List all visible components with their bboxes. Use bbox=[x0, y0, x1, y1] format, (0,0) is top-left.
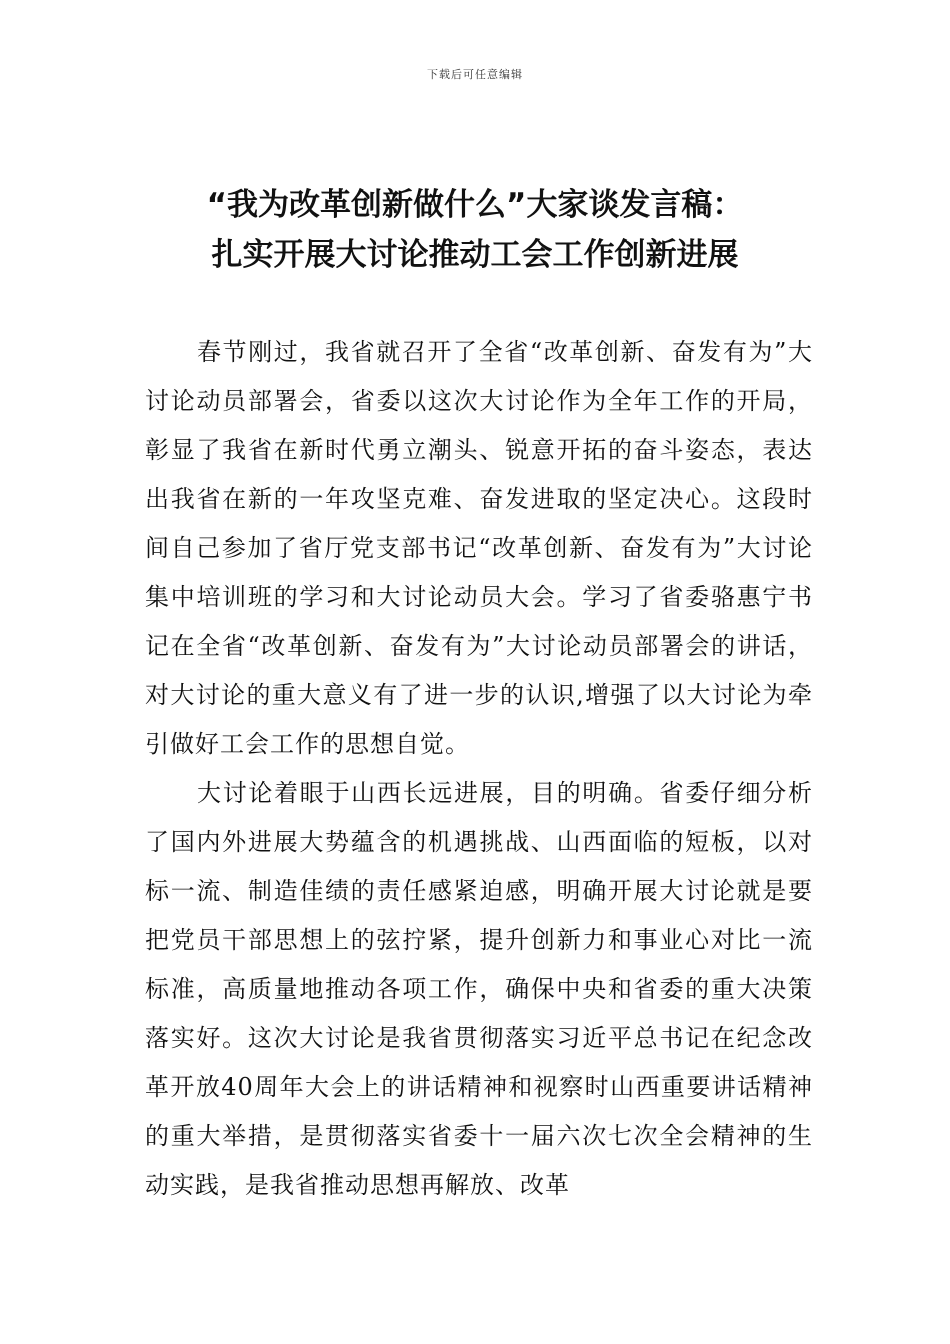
title-line-2: 扎实开展大讨论推动工会工作创新进展 bbox=[211, 237, 739, 273]
title-line-1: “我为改革创新做什么”大家谈发言稿： bbox=[206, 187, 744, 223]
paragraph-1: 春节刚过，我省就召开了全省“改革创新、奋发有为”大讨论动员部署会，省委以这次大讨论作为全年工作的开局，彰显了我省在新时代勇立潮头、锐意开拓的奋斗姿态，表达出我省在新的一年攻坚克难、奋发进取的坚定决心。这段时间自己参加了省厅党支部书记“改革创新、奋发有为”大讨论集中培训班的学习和大讨论动员大会。学习了省委骆惠宁书记在全省“改革创新、奋发有为”大讨论动员部署会的讲话，对大讨论的重大意义有了进一步的认识,增强了以大讨论为牵引做好工会工作的思想自觉。 bbox=[145, 338, 813, 758]
header-note: 下载后可任意编辑 bbox=[427, 68, 523, 81]
paragraph-2: 大讨论着眼于山西长远进展，目的明确。省委仔细分析了国内外进展大势蕴含的机遇挑战、山西面临的短板，以对标一流、制造佳绩的责任感紧迫感，明确开展大讨论就是要把党员干部思想上的弦拧紧，提升创新力和事业心对比一流标准，高质量地推动各项工作，确保中央和省委的重大决策落实好。这次大讨论是我省贯彻落实习近平总书记在纪念改革开放40周年大会上的讲话精神和视察时山西重要讲话精神的重大举措，是贯彻落实省委十一届六次七次全会精神的生动实践，是我省推动思想再解放、改革 bbox=[145, 779, 813, 1199]
document-body bbox=[145, 328, 813, 1210]
document-title bbox=[60, 180, 890, 280]
